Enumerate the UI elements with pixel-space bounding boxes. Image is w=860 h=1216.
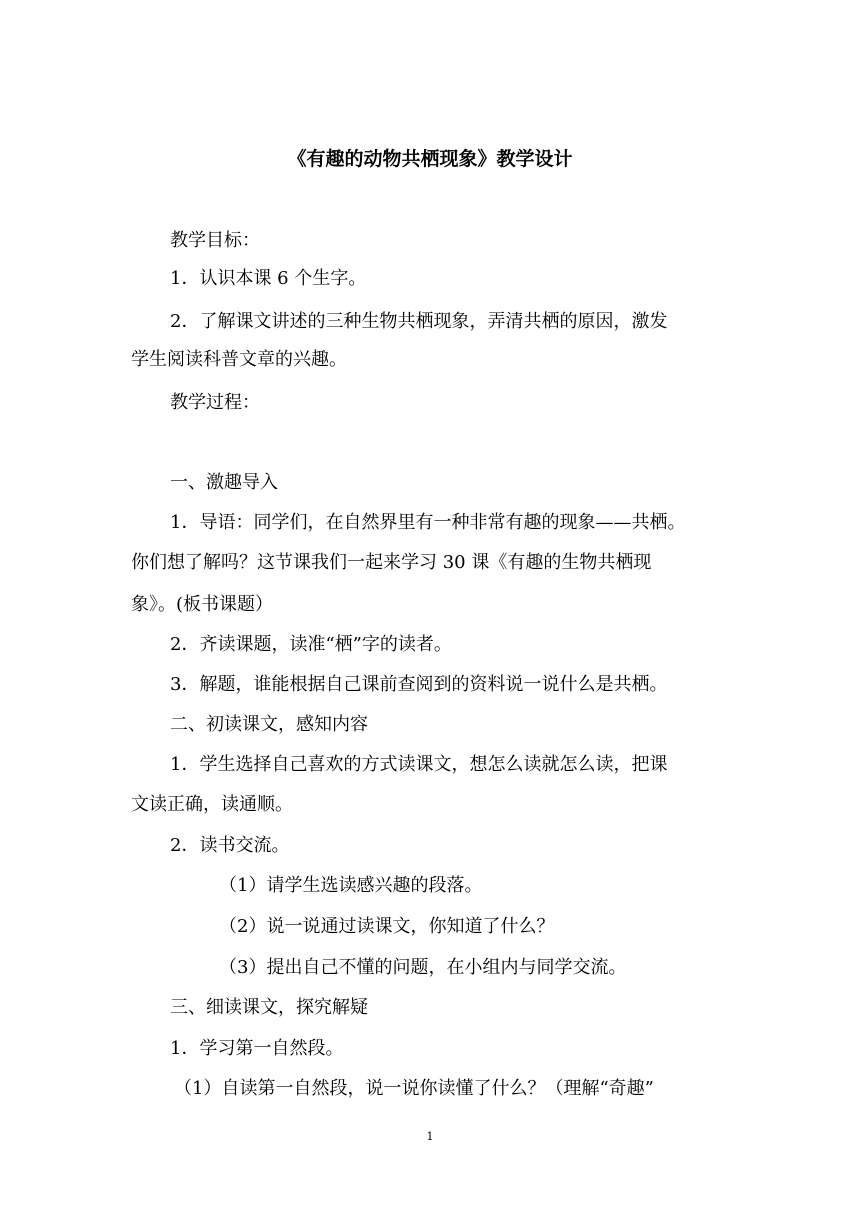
section-heading-first-reading: 二、初读课文，感知内容 — [170, 714, 368, 735]
paragraph-line: 1．学生选择自己喜欢的方式读课文，想怎么读就怎么读，把课 — [170, 754, 668, 775]
sub-item: （3）提出自己不懂的问题，在小组内与同学交流。 — [219, 957, 627, 978]
paragraph-line: 2．齐读课题，读准“栖”字的读者。 — [170, 634, 452, 655]
page-number: 1 — [426, 1130, 434, 1143]
sub-item: （1）请学生选读感兴趣的段落。 — [219, 875, 483, 896]
objective-item-1: 1．认识本课 6 个生字。 — [170, 268, 367, 289]
paragraph-line: 1．导语：同学们，在自然界里有一种非常有趣的现象——共栖。 — [170, 512, 686, 533]
paragraph-line: 你们想了解吗？这节课我们一起来学习 30 课《有趣的生物共栖现 — [131, 552, 652, 573]
paragraph-line: 文读正确，读通顺。 — [131, 794, 293, 815]
paragraph-line: 象》。(板书课题） — [131, 594, 274, 615]
sub-item: （2）说一说通过读课文，你知道了什么？ — [219, 916, 555, 937]
paragraph-line: 2．读书交流。 — [170, 835, 290, 856]
paragraph-line: 3．解题，谁能根据自己课前查阅到的资料说一说什么是共栖。 — [170, 674, 668, 695]
paragraph-line: 1．学习第一自然段。 — [170, 1038, 344, 1059]
objective-item-2: 2．了解课文讲述的三种生物共栖现象，弄清共栖的原因，激发 — [170, 311, 668, 332]
section-heading-close-reading: 三、细读课文，探究解疑 — [170, 997, 368, 1018]
document-title: 《有趣的动物共栖现象》教学设计 — [287, 148, 573, 170]
section-heading-objectives: 教学目标： — [170, 230, 260, 251]
section-heading-process: 教学过程： — [170, 392, 260, 413]
sub-item: （1）自读第一自然段，说一说你读懂了什么？（理解“奇趣” — [174, 1078, 654, 1099]
objective-item-2-continued: 学生阅读科普文章的兴趣。 — [131, 349, 347, 370]
section-heading-intro: 一、激趣导入 — [170, 472, 278, 493]
